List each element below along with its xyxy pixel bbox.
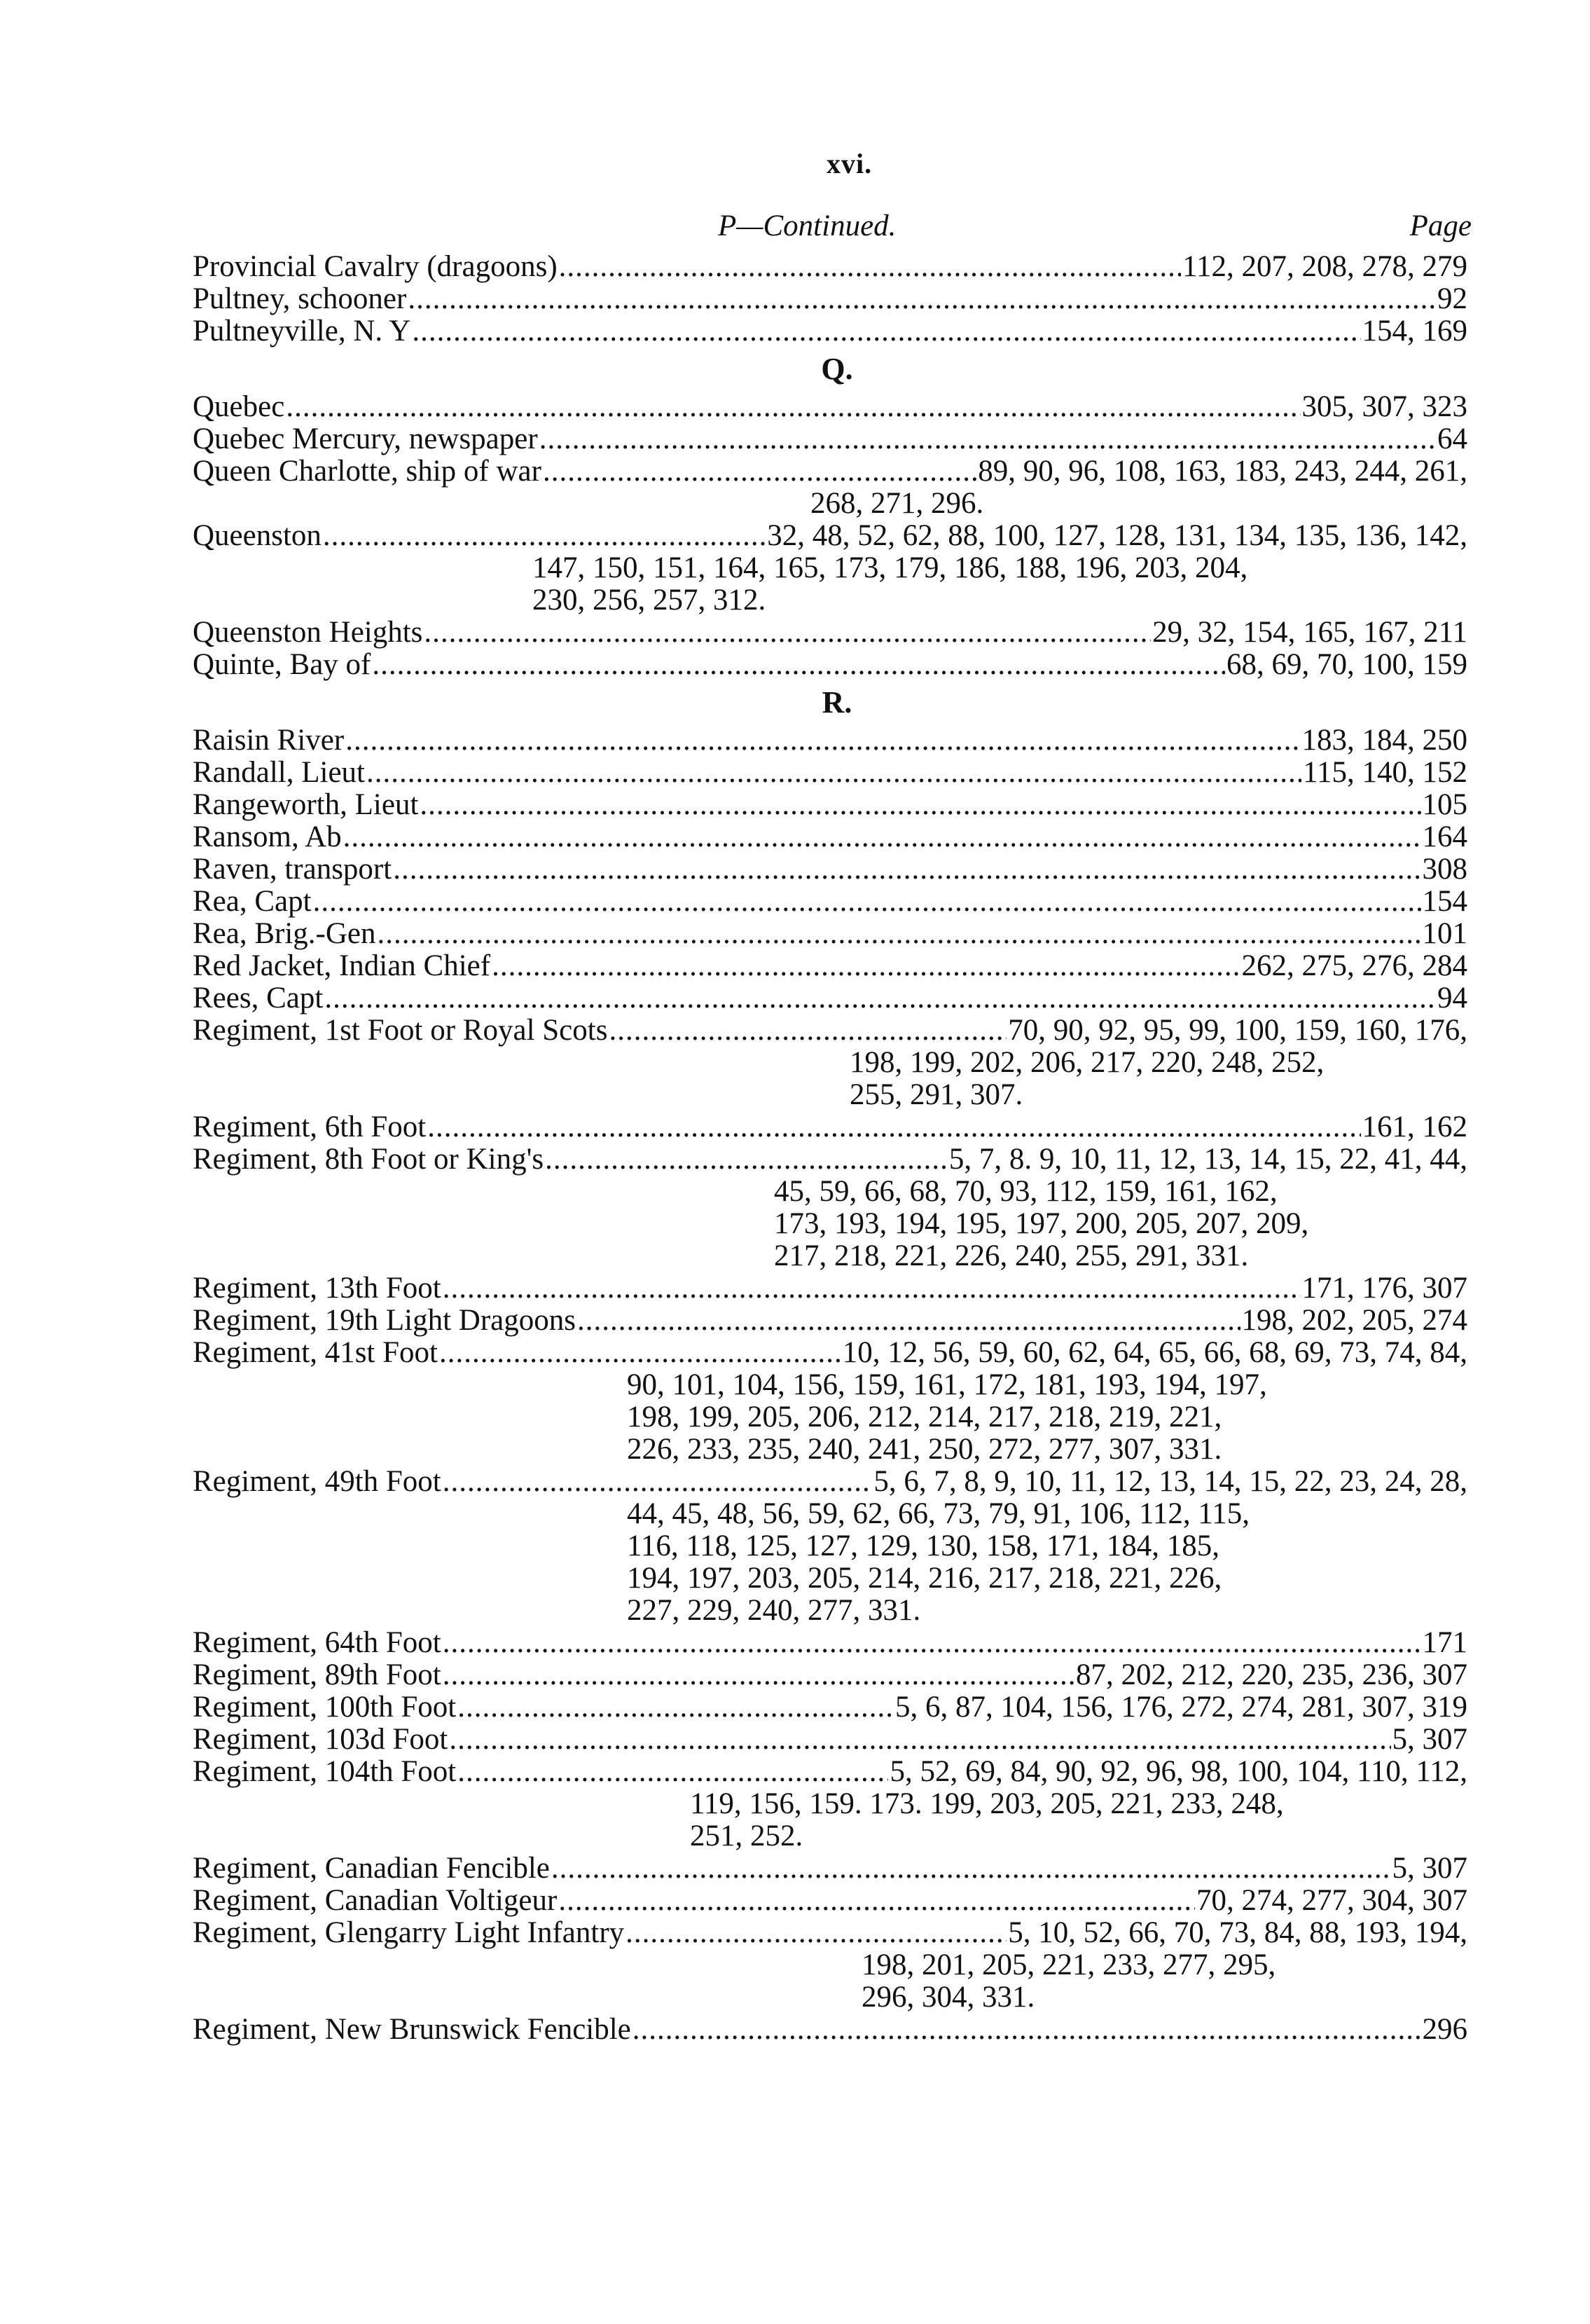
entry-continuation-line: 268, 271, 296. bbox=[810, 487, 984, 520]
entry-pages: 198, 202, 205, 274 bbox=[1241, 1304, 1467, 1337]
entry-term: Regiment, 104th Foot bbox=[193, 1755, 457, 1788]
index-entry bbox=[193, 1756, 1467, 1852]
index-entry bbox=[193, 1305, 1467, 1337]
entry-term: Red Jacket, Indian Chief bbox=[193, 949, 491, 982]
index-entry bbox=[193, 757, 1467, 789]
index-entry bbox=[193, 1466, 1467, 1627]
entry-pages: 5, 6, 7, 8, 9, 10, 11, 12, 13, 14, 15, 22, 23, 24, 28, bbox=[873, 1465, 1467, 1498]
index-entry bbox=[193, 283, 1467, 315]
entry-pages: 164 bbox=[1422, 820, 1467, 853]
entry-first-line bbox=[193, 1627, 1467, 1659]
dot-leader bbox=[366, 757, 1301, 789]
index-sections bbox=[193, 251, 1467, 2046]
entry-pages: 305, 307, 323 bbox=[1301, 390, 1467, 423]
dot-leader bbox=[449, 1724, 1390, 1756]
entry-term: Pultney, schooner bbox=[193, 282, 407, 315]
dot-leader bbox=[545, 1143, 948, 1176]
entry-first-line bbox=[193, 757, 1467, 789]
entry-first-line bbox=[193, 886, 1467, 918]
page-column-heading: Page bbox=[1409, 209, 1472, 242]
section-letter: R. bbox=[822, 685, 852, 720]
entry-continuation-line: 251, 252. bbox=[690, 1820, 803, 1852]
entry-first-line bbox=[193, 1659, 1467, 1691]
entry-pages: 70, 274, 277, 304, 307 bbox=[1196, 1884, 1467, 1917]
entry-term: Provincial Cavalry (dragoons) bbox=[193, 250, 558, 283]
entry-pages: 115, 140, 152 bbox=[1303, 756, 1467, 789]
entry-term: Raven, transport bbox=[193, 853, 392, 886]
dot-leader bbox=[393, 853, 1420, 886]
entry-pages: 64 bbox=[1437, 422, 1467, 455]
dot-leader bbox=[551, 1852, 1391, 1885]
entry-term: Regiment, Glengarry Light Infantry bbox=[193, 1916, 625, 1949]
index-entry bbox=[193, 1885, 1467, 1917]
entry-continuation-line: 227, 229, 240, 277, 331. bbox=[627, 1594, 921, 1627]
entry-continuation-line: 198, 199, 205, 206, 212, 214, 217, 218, 219, 221, bbox=[627, 1401, 1222, 1433]
dot-leader bbox=[443, 1272, 1301, 1305]
index-entry bbox=[193, 1111, 1467, 1143]
entry-first-line bbox=[193, 1852, 1467, 1885]
entry-first-line bbox=[193, 251, 1467, 283]
entry-pages: 101 bbox=[1422, 917, 1467, 950]
entry-term: Rea, Capt bbox=[193, 885, 312, 918]
index-entry bbox=[193, 1724, 1467, 1756]
index-entry bbox=[193, 1691, 1467, 1724]
entry-pages: 5, 6, 87, 104, 156, 176, 272, 274, 281, 307, 319 bbox=[895, 1691, 1467, 1724]
dot-leader bbox=[420, 789, 1420, 821]
dot-leader bbox=[345, 724, 1300, 757]
dot-leader bbox=[457, 1756, 888, 1788]
entry-pages: 154 bbox=[1422, 885, 1467, 918]
entry-pages: 5, 52, 69, 84, 90, 92, 96, 98, 100, 104, 110, 112, bbox=[890, 1755, 1467, 1788]
entry-pages: 10, 12, 56, 59, 60, 62, 64, 65, 66, 68, 69, 73, 74, 84, bbox=[842, 1336, 1467, 1369]
index-entry bbox=[193, 789, 1467, 821]
entry-first-line bbox=[193, 1466, 1467, 1498]
entry-pages: 87, 202, 212, 220, 235, 236, 307 bbox=[1076, 1658, 1467, 1691]
entry-first-line bbox=[193, 423, 1467, 455]
entry-first-line bbox=[193, 1337, 1467, 1369]
index-entry bbox=[193, 520, 1467, 617]
entry-pages: 154, 169 bbox=[1362, 315, 1467, 348]
entry-first-line bbox=[193, 1015, 1467, 1047]
dot-leader bbox=[424, 617, 1151, 649]
entry-continuation-line: 44, 45, 48, 56, 59, 62, 66, 73, 79, 91, 106, 112, 115, bbox=[627, 1497, 1250, 1530]
entry-term: Rangeworth, Lieut bbox=[193, 788, 419, 821]
entry-pages: 296 bbox=[1422, 2013, 1467, 2046]
index-entry bbox=[193, 886, 1467, 918]
dot-leader bbox=[408, 283, 1436, 315]
index-page bbox=[193, 209, 1472, 2046]
entry-first-line bbox=[193, 1691, 1467, 1724]
entry-pages: 171 bbox=[1422, 1626, 1467, 1659]
entry-pages: 183, 184, 250 bbox=[1301, 724, 1467, 757]
entry-first-line bbox=[193, 1305, 1467, 1337]
index-entry bbox=[193, 1627, 1467, 1659]
entry-first-line bbox=[193, 853, 1467, 886]
index-header bbox=[193, 209, 1472, 251]
entry-pages: 70, 90, 92, 95, 99, 100, 159, 160, 176, bbox=[1008, 1014, 1467, 1047]
dot-leader bbox=[632, 2014, 1421, 2046]
entry-term: Regiment, New Brunswick Fencible bbox=[193, 2013, 631, 2046]
entry-first-line bbox=[193, 2014, 1467, 2046]
entry-pages: 5, 307 bbox=[1392, 1723, 1467, 1756]
entry-first-line bbox=[193, 283, 1467, 315]
index-entry bbox=[193, 649, 1467, 681]
index-entry bbox=[193, 1852, 1467, 1885]
entry-term: Regiment, 49th Foot bbox=[193, 1465, 441, 1498]
entry-term: Queenston bbox=[193, 519, 322, 552]
index-entry bbox=[193, 617, 1467, 649]
entry-pages: 262, 275, 276, 284 bbox=[1241, 949, 1467, 982]
entry-term: Queen Charlotte, ship of war bbox=[193, 455, 541, 488]
index-entry bbox=[193, 391, 1467, 423]
dot-leader bbox=[378, 918, 1421, 950]
entry-pages: 112, 207, 208, 278, 279 bbox=[1182, 250, 1467, 283]
index-entry bbox=[193, 251, 1467, 283]
entry-first-line bbox=[193, 315, 1467, 348]
entry-term: Randall, Lieut bbox=[193, 756, 365, 789]
index-entry bbox=[193, 315, 1467, 348]
entry-continuation-line: 90, 101, 104, 156, 159, 161, 172, 181, 193, 194, 197, bbox=[627, 1368, 1267, 1401]
entry-term: Regiment, 1st Foot or Royal Scots bbox=[193, 1014, 608, 1047]
entry-first-line bbox=[193, 520, 1467, 552]
entry-pages: 171, 176, 307 bbox=[1301, 1272, 1467, 1305]
entry-continuation-line: 217, 218, 221, 226, 240, 255, 291, 331. bbox=[774, 1239, 1249, 1272]
entry-first-line bbox=[193, 1917, 1467, 1949]
entry-continuation-line: 198, 199, 202, 206, 217, 220, 248, 252, bbox=[850, 1046, 1325, 1079]
entry-continuation-line: 147, 150, 151, 164, 165, 173, 179, 186, 188, 196, 203, 204, bbox=[532, 551, 1248, 584]
entry-term: Queenston Heights bbox=[193, 616, 423, 649]
entry-pages: 5, 307 bbox=[1392, 1852, 1467, 1885]
index-entry bbox=[193, 1917, 1467, 2014]
entry-pages: 5, 7, 8. 9, 10, 11, 12, 13, 14, 15, 22, 41, 44, bbox=[948, 1143, 1467, 1176]
entry-continuation-line: 198, 201, 205, 221, 233, 277, 295, bbox=[862, 1948, 1276, 1981]
entry-pages: 89, 90, 96, 108, 163, 183, 243, 244, 261, bbox=[978, 455, 1467, 488]
entry-first-line bbox=[193, 1724, 1467, 1756]
entry-continuation-line: 45, 59, 66, 68, 70, 93, 112, 159, 161, 162, bbox=[774, 1175, 1278, 1208]
index-entry bbox=[193, 950, 1467, 982]
entry-continuation-line: 194, 197, 203, 205, 214, 216, 217, 218, 221, 226, bbox=[627, 1562, 1222, 1595]
dot-leader bbox=[372, 649, 1225, 681]
entry-first-line bbox=[193, 1111, 1467, 1143]
dot-leader bbox=[324, 982, 1436, 1015]
entry-term: Quebec bbox=[193, 390, 285, 423]
dot-leader bbox=[543, 455, 976, 488]
dot-leader bbox=[343, 821, 1421, 853]
index-entry bbox=[193, 1143, 1467, 1272]
index-entry bbox=[193, 853, 1467, 886]
index-entry bbox=[193, 1015, 1467, 1111]
dot-leader bbox=[539, 423, 1436, 455]
index-entry bbox=[193, 1272, 1467, 1305]
dot-leader bbox=[558, 1885, 1195, 1917]
dot-leader bbox=[577, 1305, 1240, 1337]
entry-pages: 308 bbox=[1422, 853, 1467, 886]
dot-leader bbox=[443, 1627, 1421, 1659]
index-entry bbox=[193, 1337, 1467, 1466]
entry-pages: 68, 69, 70, 100, 159 bbox=[1226, 648, 1467, 681]
entry-first-line bbox=[193, 982, 1467, 1015]
entry-pages: 29, 32, 154, 165, 167, 211 bbox=[1152, 616, 1467, 649]
entry-term: Regiment, 41st Foot bbox=[193, 1336, 438, 1369]
dot-leader bbox=[492, 950, 1240, 982]
entry-pages: 92 bbox=[1437, 282, 1467, 315]
dot-leader bbox=[412, 315, 1360, 348]
entry-term: Pultneyville, N. Y bbox=[193, 315, 411, 348]
entry-term: Regiment, Canadian Fencible bbox=[193, 1852, 550, 1885]
entry-term: Quinte, Bay of bbox=[193, 648, 371, 681]
entry-first-line bbox=[193, 391, 1467, 423]
entry-continuation-line: 226, 233, 235, 240, 241, 250, 272, 277, 307, 331. bbox=[627, 1433, 1222, 1466]
entry-term: Rees, Capt bbox=[193, 982, 324, 1015]
dot-leader bbox=[443, 1466, 873, 1498]
entry-first-line bbox=[193, 617, 1467, 649]
entry-first-line bbox=[193, 1143, 1467, 1176]
entry-first-line bbox=[193, 821, 1467, 853]
entry-first-line bbox=[193, 789, 1467, 821]
entry-continuation-line: 230, 256, 257, 312. bbox=[532, 584, 766, 617]
dot-leader bbox=[559, 251, 1181, 283]
entry-first-line bbox=[193, 724, 1467, 757]
entry-term: Quebec Mercury, newspaper bbox=[193, 422, 538, 455]
entry-term: Regiment, 103d Foot bbox=[193, 1723, 448, 1756]
entry-pages: 161, 162 bbox=[1362, 1111, 1467, 1143]
index-entry bbox=[193, 982, 1467, 1015]
entry-first-line bbox=[193, 1272, 1467, 1305]
entry-first-line bbox=[193, 649, 1467, 681]
dot-leader bbox=[286, 391, 1300, 423]
entry-continuation-line: 173, 193, 194, 195, 197, 200, 205, 207, 209, bbox=[774, 1207, 1309, 1240]
dot-leader bbox=[609, 1015, 1007, 1047]
index-entry bbox=[193, 423, 1467, 455]
entry-first-line bbox=[193, 950, 1467, 982]
entry-first-line bbox=[193, 918, 1467, 950]
entry-continuation-line: 119, 156, 159. 173. 199, 203, 205, 221, 233, 248, bbox=[690, 1787, 1284, 1820]
entry-term: Regiment, 8th Foot or King's bbox=[193, 1143, 544, 1176]
entry-first-line bbox=[193, 455, 1467, 488]
index-entry bbox=[193, 724, 1467, 757]
index-entry bbox=[193, 1659, 1467, 1691]
index-entry bbox=[193, 455, 1467, 520]
entry-pages: 5, 10, 52, 66, 70, 73, 84, 88, 193, 194, bbox=[1008, 1916, 1467, 1949]
entry-pages: 32, 48, 52, 62, 88, 100, 127, 128, 131, 134, 135, 136, 142, bbox=[767, 519, 1467, 552]
dot-leader bbox=[323, 520, 766, 552]
entry-first-line bbox=[193, 1756, 1467, 1788]
entry-continuation-line: 255, 291, 307. bbox=[850, 1078, 1023, 1111]
entry-term: Regiment, 89th Foot bbox=[193, 1658, 441, 1691]
entry-continuation-line: 296, 304, 331. bbox=[862, 1981, 1035, 2014]
dot-leader bbox=[457, 1691, 894, 1724]
index-entry bbox=[193, 918, 1467, 950]
entry-pages: 94 bbox=[1437, 982, 1467, 1015]
entry-term: Regiment, 100th Foot bbox=[193, 1691, 457, 1724]
entry-term: Regiment, 13th Foot bbox=[193, 1272, 441, 1305]
dot-leader bbox=[443, 1659, 1074, 1691]
entry-term: Rea, Brig.-Gen bbox=[193, 917, 376, 950]
entry-term: Ransom, Ab bbox=[193, 820, 342, 853]
entry-first-line bbox=[193, 1885, 1467, 1917]
page-number: xvi. bbox=[827, 148, 873, 179]
index-entry bbox=[193, 821, 1467, 853]
section-letter: Q. bbox=[821, 352, 853, 386]
index-entry bbox=[193, 2014, 1467, 2046]
entry-term: Regiment, Canadian Voltigeur bbox=[193, 1884, 558, 1917]
entry-continuation-line: 116, 118, 125, 127, 129, 130, 158, 171, 184, 185, bbox=[627, 1529, 1220, 1562]
dot-leader bbox=[427, 1111, 1360, 1143]
entry-term: Regiment, 19th Light Dragoons bbox=[193, 1304, 576, 1337]
entry-term: Regiment, 64th Foot bbox=[193, 1626, 441, 1659]
dot-leader bbox=[439, 1337, 841, 1369]
entry-term: Raisin River bbox=[193, 724, 345, 757]
entry-term: Regiment, 6th Foot bbox=[193, 1111, 427, 1143]
dot-leader bbox=[313, 886, 1421, 918]
entry-pages: 105 bbox=[1422, 788, 1467, 821]
dot-leader bbox=[625, 1917, 1007, 1949]
continued-heading: P—Continued. bbox=[718, 209, 897, 242]
